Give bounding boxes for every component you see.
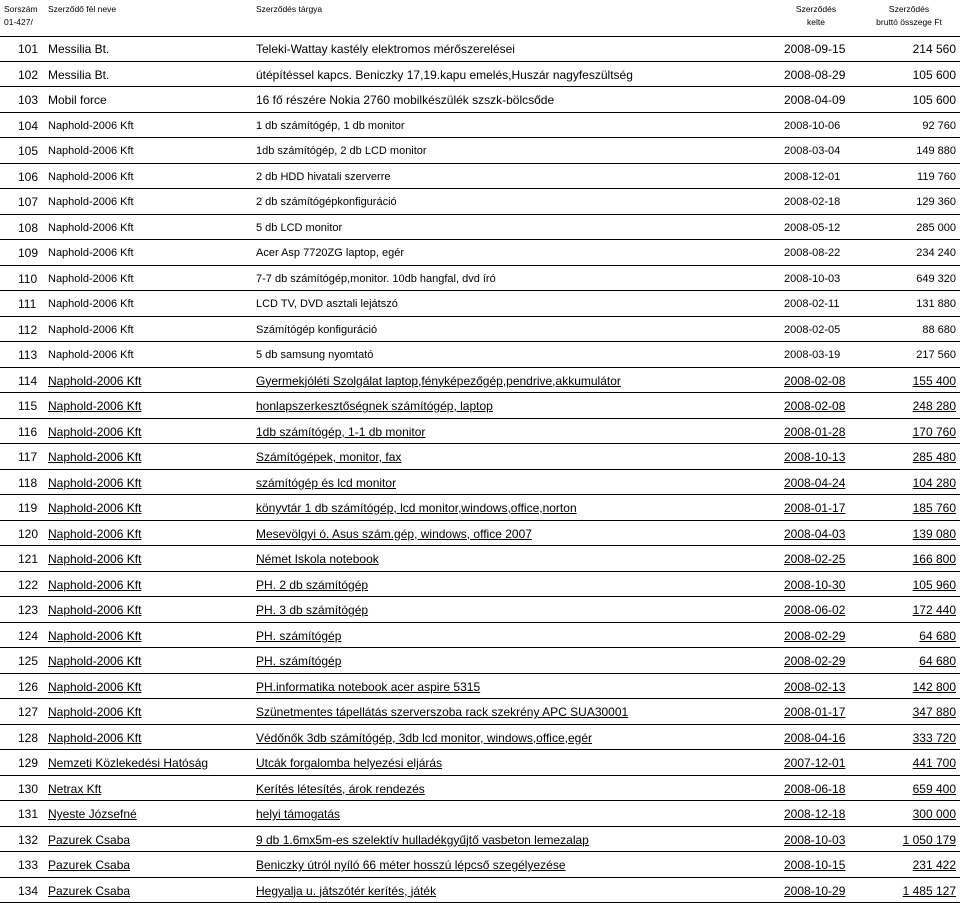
row-party-name: Naphold-2006 Kft [48,629,141,643]
table-row [0,648,960,674]
header-amount-line2: bruttó összege Ft [862,16,956,29]
table-row [0,776,960,802]
row-party-name: Messilia Bt. [48,68,109,82]
table-row [0,138,960,164]
row-amount: 185 760 [913,501,956,515]
row-amount: 231 422 [913,858,956,872]
row-amount: 1 050 179 [903,833,956,847]
table-row [0,36,960,62]
row-serial-number: 125 [18,654,38,668]
row-party-name: Naphold-2006 Kft [48,119,134,133]
row-party-name: Naphold-2006 Kft [48,425,141,439]
header-subject: Szerződés tárgya [256,3,322,16]
row-date: 2008-02-25 [784,552,845,566]
row-amount: 64 680 [919,629,956,643]
table-row [0,546,960,572]
row-party-name: Naphold-2006 Kft [48,680,141,694]
row-date: 2008-02-08 [784,374,845,388]
row-date: 2008-04-16 [784,731,845,745]
row-date: 2008-03-04 [784,144,840,158]
table-row [0,240,960,266]
row-serial-number: 110 [18,272,37,286]
row-serial-number: 117 [18,450,37,464]
row-amount: 149 880 [916,144,956,158]
row-serial-number: 128 [18,731,38,745]
row-amount: 172 440 [913,603,956,617]
row-subject: PH. 3 db számítógép [256,603,368,617]
row-party-name: Naphold-2006 Kft [48,348,134,362]
row-serial-number: 103 [18,93,38,107]
row-party-name: Naphold-2006 Kft [48,527,141,541]
row-amount: 142 800 [913,680,956,694]
row-party-name: Naphold-2006 Kft [48,731,141,745]
row-party-name: Naphold-2006 Kft [48,297,134,311]
table-row [0,521,960,547]
row-serial-number: 104 [18,119,38,133]
table-row [0,852,960,878]
table-row [0,368,960,394]
row-party-name: Naphold-2006 Kft [48,221,134,235]
row-serial-number: 105 [18,144,38,158]
table-row [0,699,960,725]
row-party-name: Naphold-2006 Kft [48,246,134,260]
row-serial-number: 101 [18,42,38,56]
row-date: 2008-12-01 [784,170,840,184]
row-date: 2008-10-13 [784,450,845,464]
table-header [0,0,960,37]
row-subject: Gyermekjóléti Szolgálat laptop,fényképezőgép,pendrive,akkumulátor [256,374,621,388]
row-party-name: Naphold-2006 Kft [48,399,141,413]
row-date: 2008-08-29 [784,68,845,82]
row-subject: Számítógép konfiguráció [256,323,377,337]
row-serial-number: 109 [18,246,38,260]
row-date: 2008-06-18 [784,782,845,796]
row-amount: 1 485 127 [903,884,956,898]
table-row [0,317,960,343]
row-subject: LCD TV, DVD asztali lejátszó [256,297,398,311]
row-serial-number: 123 [18,603,38,617]
row-amount: 649 320 [916,272,956,286]
row-amount: 285 000 [916,221,956,235]
row-subject: 5 db LCD monitor [256,221,342,235]
row-amount: 333 720 [913,731,956,745]
row-serial-number: 129 [18,756,38,770]
row-subject: 1db számítógép, 2 db LCD monitor [256,144,427,158]
row-amount: 248 280 [913,399,956,413]
row-amount: 285 480 [913,450,956,464]
row-party-name: Messilia Bt. [48,42,109,56]
row-party-name: Naphold-2006 Kft [48,705,141,719]
table-row [0,725,960,751]
row-subject: Szünetmentes tápellátás szerverszoba rack szekrény APC SUA30001 [256,705,628,719]
row-party-name: Pazurek Csaba [48,858,130,872]
table-row [0,87,960,113]
table-row [0,623,960,649]
row-party-name: Netrax Kft [48,782,101,796]
row-subject: 1db számítógép, 1-1 db monitor [256,425,425,439]
row-party-name: Naphold-2006 Kft [48,578,141,592]
row-serial-number: 121 [18,552,38,566]
row-subject: 16 fő részére Nokia 2760 mobilkészülék szszk-bölcsőde [256,93,554,107]
table-row [0,444,960,470]
row-date: 2008-04-24 [784,476,845,490]
row-subject: 9 db 1.6mx5m-es szelektív hulladékgyűjtő vasbeton lemezalap [256,833,589,847]
row-subject: Acer Asp 7720ZG laptop, egér [256,246,404,260]
row-amount: 441 700 [913,756,956,770]
table-row [0,215,960,241]
row-party-name: Naphold-2006 Kft [48,476,141,490]
row-date: 2008-02-18 [784,195,840,209]
row-serial-number: 133 [18,858,38,872]
row-date: 2008-04-09 [784,93,845,107]
row-subject: PH. számítógép [256,654,341,668]
row-amount: 105 960 [913,578,956,592]
row-subject: Hegyalja u. játszótér kerítés, játék [256,884,436,898]
row-party-name: Naphold-2006 Kft [48,144,134,158]
row-date: 2008-06-02 [784,603,845,617]
header-serial-number [4,3,38,29]
row-party-name: Naphold-2006 Kft [48,272,134,286]
header-date [780,3,852,29]
table-row [0,801,960,827]
row-serial-number: 102 [18,68,38,82]
row-serial-number: 118 [18,476,37,490]
row-amount: 105 600 [913,93,956,107]
row-amount: 131 880 [916,297,956,311]
row-amount: 129 360 [916,195,956,209]
row-date: 2008-04-03 [784,527,845,541]
row-party-name: Naphold-2006 Kft [48,603,141,617]
row-amount: 155 400 [913,374,956,388]
row-subject: számítógép és lcd monitor [256,476,396,490]
row-subject: 2 db HDD hivatali szerverre [256,170,391,184]
table-row [0,470,960,496]
row-subject: PH. számítógép [256,629,341,643]
row-date: 2008-10-06 [784,119,840,133]
row-date: 2008-01-17 [784,501,845,515]
row-subject: PH. 2 db számítógép [256,578,368,592]
row-subject: Beniczky útról nyíló 66 méter hosszú lépcső szegélyezése [256,858,566,872]
row-serial-number: 126 [18,680,38,694]
row-subject: 2 db számítógépkonfiguráció [256,195,397,209]
row-subject: 1 db számítógép, 1 db monitor [256,119,405,133]
row-subject: honlapszerkesztőségnek számítógép, laptop [256,399,493,413]
row-serial-number: 108 [18,221,38,235]
table-row [0,189,960,215]
row-party-name: Naphold-2006 Kft [48,170,134,184]
header-party-name: Szerződő fél neve [48,3,116,16]
row-serial-number: 111 [18,297,36,311]
row-date: 2008-09-15 [784,42,845,56]
row-amount: 300 000 [913,807,956,821]
row-party-name: Nyeste Józsefné [48,807,137,821]
table-body [0,36,960,903]
table-row [0,393,960,419]
row-serial-number: 134 [18,884,38,898]
row-subject: Számítógépek, monitor, fax [256,450,401,464]
table-row [0,495,960,521]
row-date: 2008-10-15 [784,858,845,872]
table-row [0,572,960,598]
row-date: 2008-10-03 [784,272,840,286]
row-subject: Német Iskola notebook [256,552,379,566]
row-amount: 92 760 [922,119,956,133]
row-amount: 88 680 [922,323,956,337]
row-subject: Mesevölgyi ó. Asus szám.gép, windows, office 2007 [256,527,532,541]
row-date: 2008-02-29 [784,654,845,668]
row-date: 2008-03-19 [784,348,840,362]
row-party-name: Naphold-2006 Kft [48,450,141,464]
row-date: 2008-02-08 [784,399,845,413]
row-party-name: Pazurek Csaba [48,833,130,847]
row-serial-number: 114 [18,374,37,388]
row-serial-number: 120 [18,527,38,541]
row-serial-number: 122 [18,578,38,592]
row-amount: 214 560 [913,42,956,56]
header-amount-line1: Szerződés [862,3,956,16]
row-party-name: Naphold-2006 Kft [48,552,141,566]
row-party-name: Naphold-2006 Kft [48,654,141,668]
row-amount: 234 240 [916,246,956,260]
header-date-line2: kelte [780,16,852,29]
row-amount: 139 080 [913,527,956,541]
row-subject: Teleki-Wattay kastély elektromos mérőszerelései [256,42,515,56]
row-date: 2008-05-12 [784,221,840,235]
row-subject: könyvtár 1 db számítógép, lcd monitor,windows,office,norton [256,501,577,515]
row-subject: PH.informatika notebook acer aspire 5315 [256,680,480,694]
row-date: 2008-10-03 [784,833,845,847]
row-date: 2008-02-29 [784,629,845,643]
row-party-name: Naphold-2006 Kft [48,501,141,515]
row-party-name: Nemzeti Közlekedési Hatóság [48,756,208,770]
row-date: 2008-08-22 [784,246,840,260]
row-date: 2008-01-17 [784,705,845,719]
table-row [0,750,960,776]
row-serial-number: 132 [18,833,38,847]
row-serial-number: 112 [18,323,37,337]
row-serial-number: 130 [18,782,38,796]
row-amount: 347 880 [913,705,956,719]
row-date: 2008-02-11 [784,297,839,311]
row-subject: Kerítés létesítés, árok rendezés [256,782,425,796]
row-party-name: Mobil force [48,93,107,107]
header-serial-line1: Sorszám [4,3,38,16]
row-serial-number: 115 [18,399,37,413]
row-subject: 5 db samsung nyomtató [256,348,373,362]
row-party-name: Naphold-2006 Kft [48,323,134,337]
header-gross-amount [862,3,956,29]
row-subject: Védőnők 3db számítógép, 3db lcd monitor, windows,office,egér [256,731,592,745]
header-date-line1: Szerződés [780,3,852,16]
row-amount: 170 760 [913,425,956,439]
row-party-name: Pazurek Csaba [48,884,130,898]
row-serial-number: 127 [18,705,38,719]
row-subject: helyi támogatás [256,807,340,821]
row-party-name: Naphold-2006 Kft [48,374,141,388]
row-serial-number: 113 [18,348,37,362]
table-row [0,62,960,88]
row-date: 2007-12-01 [784,756,845,770]
row-amount: 659 400 [913,782,956,796]
row-date: 2008-02-05 [784,323,840,337]
row-serial-number: 107 [18,195,38,209]
row-amount: 64 680 [919,654,956,668]
row-amount: 166 800 [913,552,956,566]
row-serial-number: 131 [18,807,38,821]
row-amount: 104 280 [913,476,956,490]
table-row [0,342,960,368]
row-amount: 217 560 [916,348,956,362]
table-row [0,419,960,445]
row-party-name: Naphold-2006 Kft [48,195,134,209]
row-serial-number: 106 [18,170,38,184]
row-date: 2008-10-29 [784,884,845,898]
row-amount: 119 760 [917,170,956,184]
table-row [0,113,960,139]
row-subject: útépítéssel kapcs. Beniczky 17,19.kapu emelés,Huszár nagyfeszültség [256,68,633,82]
table-row [0,674,960,700]
row-subject: 7-7 db számítógép,monitor. 10db hangfal, dvd író [256,272,496,286]
row-serial-number: 119 [18,501,37,515]
row-date: 2008-10-30 [784,578,845,592]
table-row [0,827,960,853]
table-row [0,597,960,623]
row-serial-number: 124 [18,629,38,643]
row-subject: Utcák forgalomba helyezési eljárás [256,756,442,770]
row-serial-number: 116 [18,425,37,439]
table-row [0,291,960,317]
table-row [0,266,960,292]
table-row [0,878,960,903]
row-amount: 105 600 [913,68,956,82]
row-date: 2008-12-18 [784,807,845,821]
table-row [0,164,960,190]
header-serial-line2: 01-427/ [4,16,38,29]
row-date: 2008-02-13 [784,680,845,694]
row-date: 2008-01-28 [784,425,845,439]
